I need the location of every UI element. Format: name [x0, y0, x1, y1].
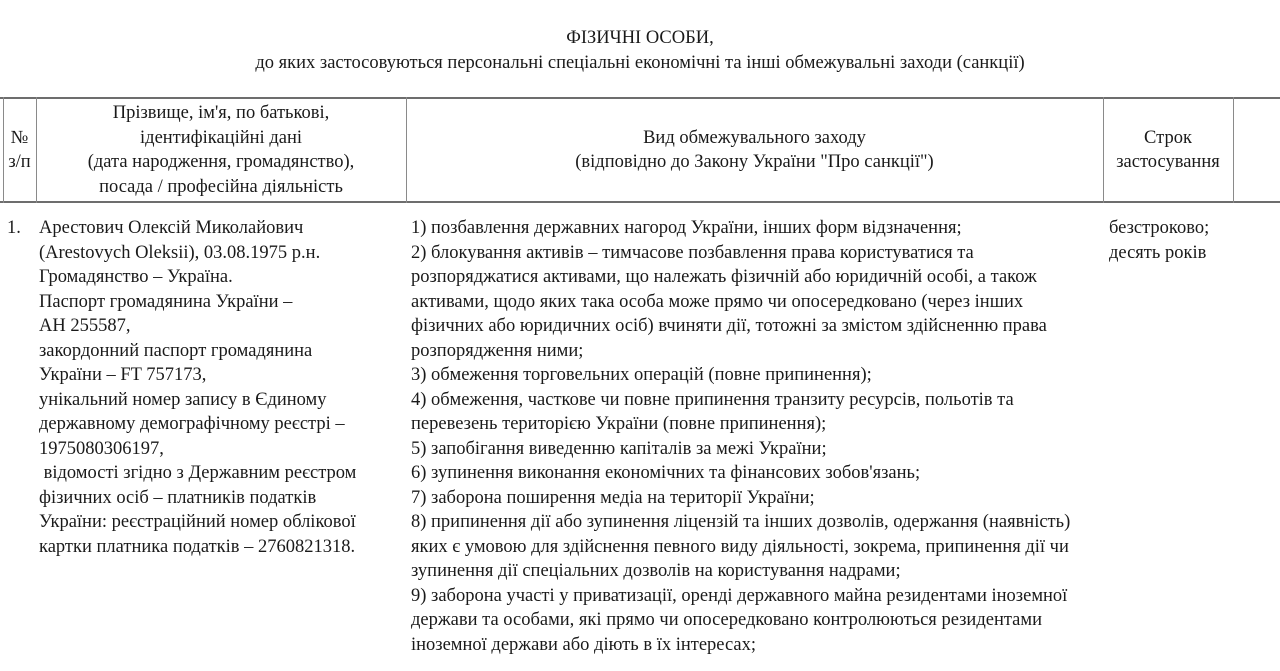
person-detail-line: України – FT 757173, [39, 365, 207, 385]
measure-item: 4) обмеження, часткове чи повне припинення транзиту ресурсів, польотів та перевезень територією України (повне припинення); [411, 389, 1014, 434]
row-person-cell [39, 216, 411, 559]
person-detail-line: державному демографічному реєстрі – [39, 414, 345, 434]
measure-item: 6) зупинення виконання економічних та фінансових зобов'язань; [411, 463, 921, 483]
column-header-number [3, 99, 36, 201]
person-detail-line: АН 255587, [39, 316, 131, 336]
person-detail-line: Арестович Олексій Миколайович [39, 218, 304, 238]
term-line: безстроково; [1109, 218, 1210, 238]
term-line: десять років [1109, 242, 1207, 263]
person-detail-line: унікальний номер запису в Єдиному [39, 389, 327, 410]
column-header-person-line: Прізвище, ім'я, по батькові, [112, 103, 330, 123]
table-border-right [1233, 97, 1234, 203]
row-number: 1. [7, 218, 21, 238]
column-header-person-line: ідентифікаційні дані [140, 127, 302, 148]
column-header-number-line: з/п [8, 152, 31, 172]
table-header-bottom-border [0, 201, 1280, 203]
person-detail-line: Паспорт громадянина України – [39, 291, 293, 312]
column-header-term-line: застосування [1116, 152, 1220, 172]
column-header-term [1103, 99, 1233, 201]
person-detail-line: фізичних осіб – платників податків [39, 487, 317, 508]
row-term-cell [1109, 216, 1274, 265]
person-detail-line: 1975080306197, [39, 438, 164, 459]
person-detail-line: відомості згідно з Державним реєстром [39, 463, 357, 483]
measure-item: 2) блокування активів – тимчасове позбавлення права користуватися та розпоряджатися активами, що належать фізичній або юридичній особі, а також активами, щодо яких така особа може прямо чи опосередковано (через інших фізичних або юридичних осіб) вчиняти дії, тотожні за змістом здійсненню права розпорядження ними; [411, 242, 1047, 361]
column-header-term-line: Строк [1144, 127, 1192, 148]
measure-item: 3) обмеження торговельних операцій (повне припинення); [411, 365, 872, 385]
measure-item: 5) запобігання виведенню капіталів за межі України; [411, 438, 827, 459]
person-detail-line: картки платника податків – 2760821318. [39, 536, 356, 557]
column-header-person-line: (дата народження, громадянство), [87, 152, 355, 172]
column-header-measure-line: Вид обмежувального заходу [643, 127, 866, 148]
person-detail-line: (Arestovych Oleksii), 03.08.1975 р.н. [39, 242, 321, 263]
row-number-cell [7, 216, 35, 241]
measure-item: 1) позбавлення державних нагород України, інших форм відзначення; [411, 218, 962, 238]
measure-item: 7) заборона поширення медіа на території України; [411, 487, 815, 508]
column-header-person-line: посада / професійна діяльність [99, 176, 343, 197]
row-measures-cell [411, 216, 1097, 657]
column-header-number-line: № [10, 127, 29, 148]
measure-item: 8) припинення дії або зупинення ліцензій та інших дозволів, одержання (наявність) яких є умовою для здійснення певного виду діяльності, зокрема, припинення дії чи зупинення дії спеціальних дозволів на користування надрами; [411, 512, 1071, 581]
person-detail-line: закордонний паспорт громадянина [39, 340, 313, 361]
measure-item: 9) заборона участі у приватизації, оренді державного майна резидентами іноземної держави та особами, які прямо чи опосередковано контролюються резидентами іноземної держави або діють в їх інтересах; [411, 585, 1068, 655]
document-title: ФІЗИЧНІ ОСОБИ, [566, 28, 714, 48]
person-detail-line: України: реєстраційний номер облікової [39, 512, 356, 532]
person-detail-line: Громадянство – Україна. [39, 267, 233, 287]
column-header-measure-line: (відповідно до Закону України "Про санкції") [575, 152, 934, 172]
column-header-person [36, 99, 406, 201]
column-header-measure [406, 99, 1103, 201]
document-subtitle: до яких застосовуються персональні спеціальні економічні та інші обмежувальні заходи (санкції) [255, 53, 1025, 73]
